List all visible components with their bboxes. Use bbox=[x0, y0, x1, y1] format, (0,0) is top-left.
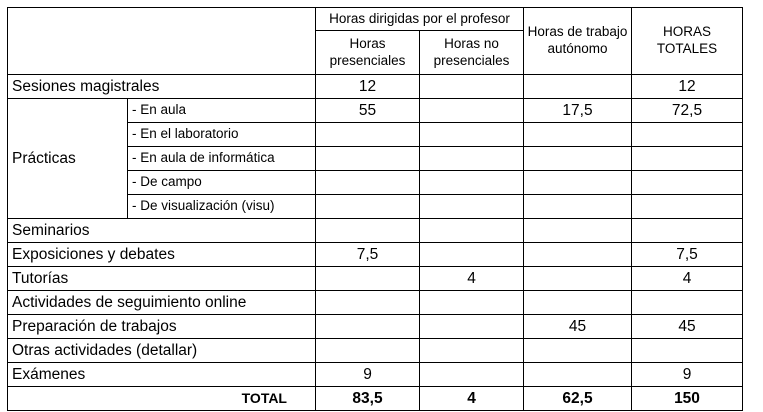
table-row bbox=[8, 291, 743, 315]
row-sublabel: - En el laboratorio bbox=[128, 123, 316, 147]
cell-non-presential bbox=[420, 219, 524, 243]
cell-total: 72,5 bbox=[632, 99, 743, 123]
table-row bbox=[8, 99, 743, 123]
cell-autonomous: 17,5 bbox=[524, 99, 632, 123]
cell-presential: 55 bbox=[316, 99, 420, 123]
header-non-presential: Horas no presenciales bbox=[420, 31, 524, 75]
table-row bbox=[8, 363, 743, 387]
row-label: Sesiones magistrales bbox=[8, 75, 316, 99]
row-sublabel: - En aula de informática bbox=[128, 147, 316, 171]
row-sublabel: - De visualización (visu) bbox=[128, 195, 316, 219]
cell-presential bbox=[316, 195, 420, 219]
cell-autonomous bbox=[524, 219, 632, 243]
cell-presential bbox=[316, 267, 420, 291]
cell-non-presential bbox=[420, 243, 524, 267]
cell-total bbox=[632, 171, 743, 195]
practicas-label: Prácticas bbox=[8, 99, 128, 219]
header-autonomous-hours: Horas de trabajo autónomo bbox=[524, 8, 632, 75]
cell-presential: 9 bbox=[316, 363, 420, 387]
cell-non-presential bbox=[420, 123, 524, 147]
cell-autonomous bbox=[524, 291, 632, 315]
total-row bbox=[8, 387, 743, 411]
cell-total: 7,5 bbox=[632, 243, 743, 267]
table-row bbox=[8, 267, 743, 291]
cell-non-presential bbox=[420, 315, 524, 339]
table-row bbox=[8, 315, 743, 339]
cell-total: 9 bbox=[632, 363, 743, 387]
total-autonomous: 62,5 bbox=[524, 387, 632, 411]
header-presential: Horas presenciales bbox=[316, 31, 420, 75]
cell-non-presential bbox=[420, 75, 524, 99]
cell-total: 45 bbox=[632, 315, 743, 339]
table-row bbox=[8, 75, 743, 99]
row-label: Exámenes bbox=[8, 363, 316, 387]
cell-total bbox=[632, 195, 743, 219]
cell-non-presential bbox=[420, 99, 524, 123]
cell-autonomous bbox=[524, 363, 632, 387]
row-label: Seminarios bbox=[8, 219, 316, 243]
cell-non-presential bbox=[420, 363, 524, 387]
cell-total bbox=[632, 219, 743, 243]
total-presential: 83,5 bbox=[316, 387, 420, 411]
cell-presential bbox=[316, 219, 420, 243]
table-row bbox=[8, 219, 743, 243]
table-row bbox=[8, 243, 743, 267]
cell-presential: 7,5 bbox=[316, 243, 420, 267]
cell-non-presential bbox=[420, 291, 524, 315]
row-label: Exposiciones y debates bbox=[8, 243, 316, 267]
table-row bbox=[8, 339, 743, 363]
row-label: Tutorías bbox=[8, 267, 316, 291]
cell-autonomous bbox=[524, 123, 632, 147]
cell-non-presential bbox=[420, 195, 524, 219]
cell-total: 12 bbox=[632, 75, 743, 99]
cell-presential bbox=[316, 315, 420, 339]
cell-total: 4 bbox=[632, 267, 743, 291]
cell-presential bbox=[316, 291, 420, 315]
cell-autonomous bbox=[524, 267, 632, 291]
header-directed-hours: Horas dirigidas por el profesor bbox=[316, 8, 524, 31]
cell-presential bbox=[316, 339, 420, 363]
cell-presential bbox=[316, 147, 420, 171]
cell-presential bbox=[316, 123, 420, 147]
total-hours: 150 bbox=[632, 387, 743, 411]
total-label: TOTAL bbox=[8, 387, 316, 411]
row-label: Otras actividades (detallar) bbox=[8, 339, 316, 363]
cell-total bbox=[632, 147, 743, 171]
cell-autonomous: 45 bbox=[524, 315, 632, 339]
cell-autonomous bbox=[524, 75, 632, 99]
total-non-presential: 4 bbox=[420, 387, 524, 411]
cell-total bbox=[632, 291, 743, 315]
cell-non-presential bbox=[420, 171, 524, 195]
row-label: Actividades de seguimiento online bbox=[8, 291, 316, 315]
cell-autonomous bbox=[524, 147, 632, 171]
cell-non-presential: 4 bbox=[420, 267, 524, 291]
cell-total bbox=[632, 123, 743, 147]
hours-table bbox=[7, 7, 743, 411]
row-label: Preparación de trabajos bbox=[8, 315, 316, 339]
cell-presential bbox=[316, 171, 420, 195]
header-total-hours: HORAS TOTALES bbox=[632, 8, 743, 75]
cell-autonomous bbox=[524, 243, 632, 267]
cell-presential: 12 bbox=[316, 75, 420, 99]
header-empty-cell bbox=[8, 8, 316, 75]
row-sublabel: - De campo bbox=[128, 171, 316, 195]
cell-total bbox=[632, 339, 743, 363]
cell-autonomous bbox=[524, 195, 632, 219]
row-sublabel: - En aula bbox=[128, 99, 316, 123]
cell-non-presential bbox=[420, 147, 524, 171]
cell-autonomous bbox=[524, 339, 632, 363]
cell-autonomous bbox=[524, 171, 632, 195]
cell-non-presential bbox=[420, 339, 524, 363]
